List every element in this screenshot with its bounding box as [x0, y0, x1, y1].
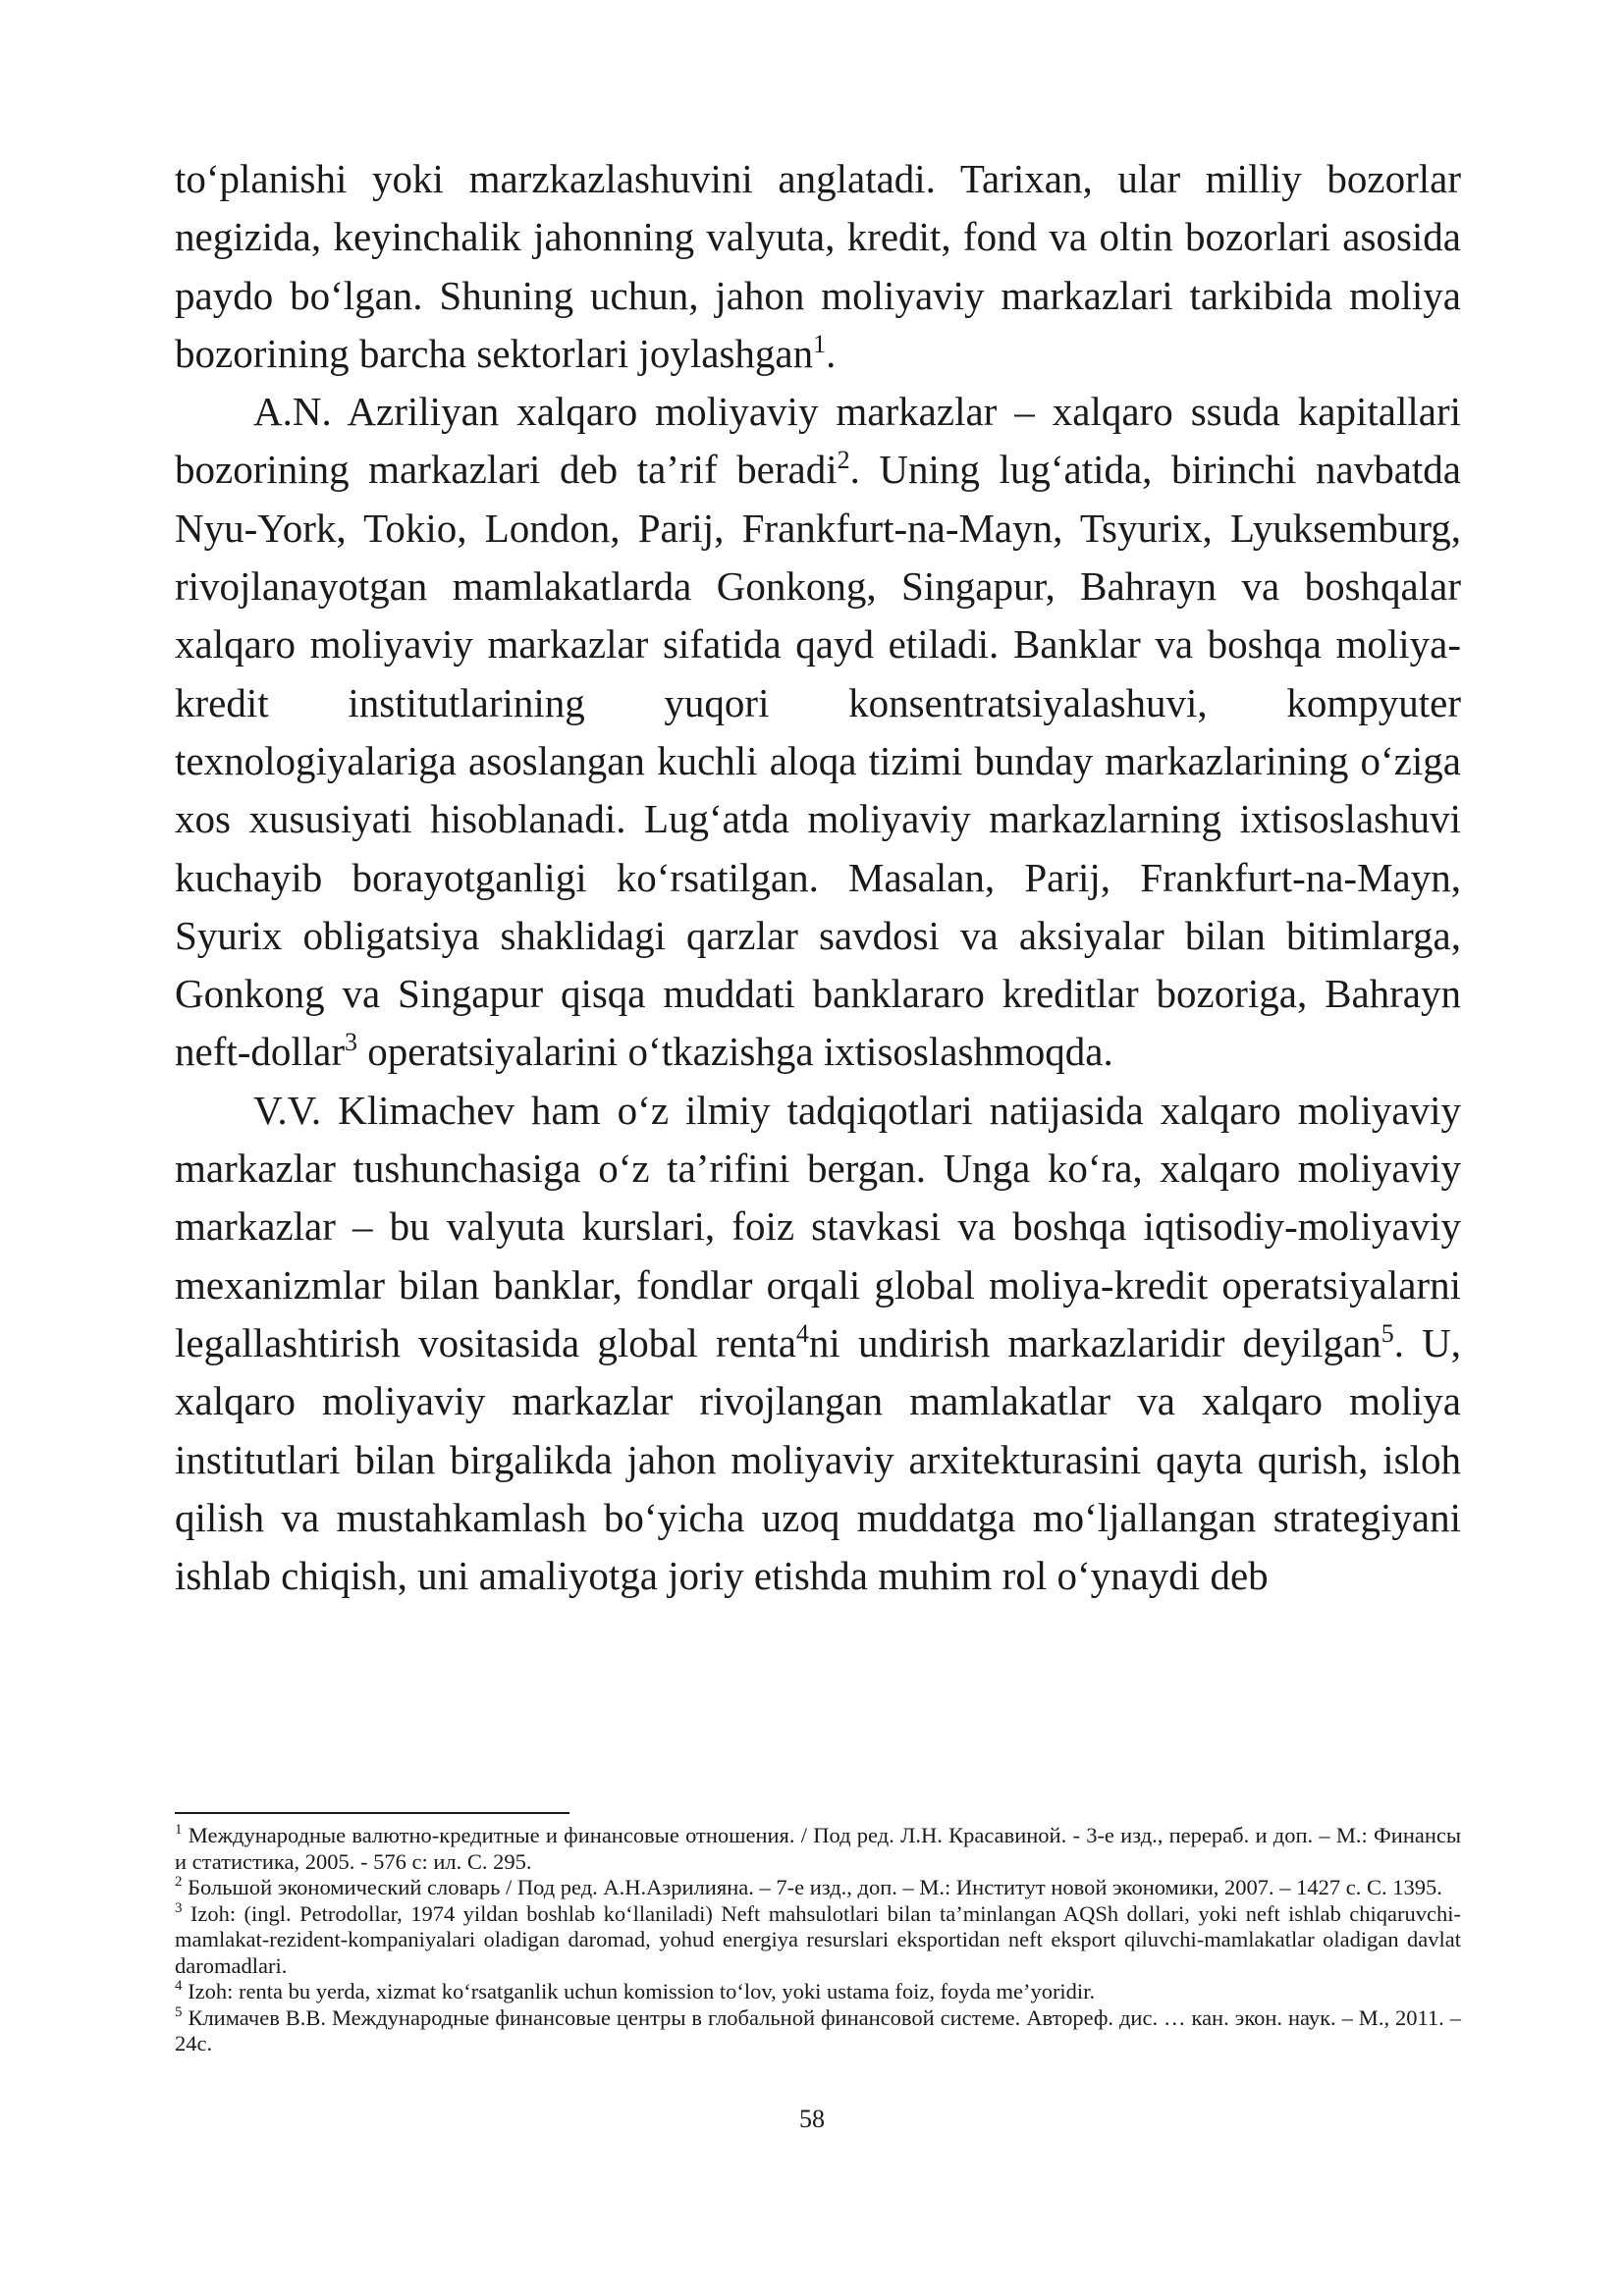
- footnote-text: Большой экономический словарь / Под ред. А.Н.Азрилияна. – 7-е изд., доп. – М.: Институт новой экономики, 2007. – 1427 с. С. 1395.: [182, 1875, 1442, 1899]
- text-run: . Uning lug‘atida, birinchi navbatda Nyu-York, Tokio, London, Parij, Frankfurt-na-Mayn, Tsyurix, Lyuksemburg, rivojlanayotgan mamlakatlarda Gonkong, Singapur, Bahrayn va boshqalar xalqaro moliyaviy markazlar sifatida qayd etiladi. Banklar va boshqa moliya-kredit institutlarining yuqori konsentratsiyalashuvi, kompyuter texnologiyalariga asoslangan kuchli aloqa tizimi bunday markazlarining o‘ziga xos xususiyati hisoblanadi. Lug‘atda moliyaviy markazlarning ixtisoslashuvi kuchayib borayotganligi ko‘rsatilgan. Masalan, Parij, Frankfurt-na-Mayn, Syurix obligatsiya shaklidagi qarzlar savdosi va aksiyalar bilan bitimlarga, Gonkong va Singapur qisqa muddati banklararo kreditlar bozoriga, Bahrayn neft-dollar: [175, 447, 1461, 1075]
- text-run: ni undirish markazlaridir deyilgan: [808, 1319, 1381, 1365]
- page-number: 58: [799, 2105, 825, 2133]
- footnote-number: 4: [175, 1978, 183, 1994]
- footnote-number: 1: [175, 1822, 183, 1838]
- text-run: A.N. Azriliyan xalqaro moliyaviy markazlar – xalqaro ssuda kapitallari bozorining markazlari deb ta’rif beradi: [175, 389, 1461, 493]
- footnote-number: 3: [175, 1899, 183, 1916]
- footnote-reference-3: 3: [345, 1028, 358, 1057]
- footnote-reference-1: 1: [813, 329, 827, 358]
- text-run: V.V. Klimachev ham o‘z ilmiy tadqiqotlari natijasida xalqaro moliyaviy markazlar tushunchasiga o‘z ta’rifini bergan. Unga ko‘ra, xalqaro moliyaviy markazlar – bu valyuta kurslari, foiz stavkasi va boshqa iqtisodiy-moliyaviy mexanizmlar bilan banklar, fondlar orqali global moliya-kredit operatsiyalarni legallashtirish vositasida global renta: [175, 1087, 1461, 1365]
- footnote-number: 5: [175, 2003, 183, 2020]
- footnote-1: [175, 1823, 1461, 1875]
- text-run: .: [826, 330, 837, 376]
- paragraph-2: [175, 383, 1461, 1082]
- footnote-4: [175, 1979, 1461, 2005]
- footnote-text: Izoh: renta bu yerda, xizmat ko‘rsatganlik uchun komission to‘lov, yoki ustama foiz, foyda me’yoridir.: [182, 1979, 1096, 2003]
- footnote-separator: [175, 1812, 569, 1814]
- footnote-text: Международные валютно-кредитные и финансовые отношения. / Под ред. Л.Н. Красавиной. - 3-е изд., перераб. и доп. – М.: Финансы и статистика, 2005. - 576 с: ил. С. 295.: [175, 1823, 1461, 1874]
- footnote-3: [175, 1901, 1461, 1980]
- footnote-reference-5: 5: [1380, 1318, 1394, 1348]
- footnote-text: Izoh: (ingl. Petrodollar, 1974 yildan boshlab ko‘llaniladi) Neft mahsulotlari bilan ta’minlangan AQSh dollari, yoki neft ishlab chiqaruvchi-mamlakat-rezident-kompaniyalari oladigan daromad, yohud energiya resurslari eksportidan neft eksport qiluvchi-mamlakatlar oladigan davlat daromadlari.: [175, 1900, 1461, 1978]
- text-run: to‘planishi yoki marzkazlashuvini anglatadi. Tarixan, ular milliy bozorlar negizida, keyinchalik jahonning valyuta, kredit, fond va oltin bozorlari asosida paydo bo‘lgan. Shuning uchun, jahon moliyaviy markazlari tarkibida moliya bozorining barcha sektorlari joylashgan: [175, 156, 1461, 376]
- footnote-reference-4: 4: [795, 1318, 809, 1348]
- footnote-number: 2: [175, 1874, 183, 1890]
- footnotes: [175, 1823, 1461, 2057]
- main-text: [175, 150, 1461, 1605]
- paragraph-1: [175, 150, 1461, 383]
- footnote-5: [175, 2005, 1461, 2057]
- footnote-reference-2: 2: [837, 446, 850, 475]
- footnote-text: Климачев В.В. Международные финансовые центры в глобальной финансовой системе. Автореф. дис. … кан. экон. наук. – М., 2011. – 24с.: [175, 2004, 1461, 2056]
- text-run: operatsiyalarini o‘tkazishga ixtisoslashmoqda.: [357, 1029, 1113, 1075]
- footnote-2: [175, 1875, 1461, 1901]
- text-run: . U, xalqaro moliyaviy markazlar rivojlangan mamlakatlar va xalqaro moliya institutlari bilan birgalikda jahon moliyaviy arxitekturasini qayta qurish, isloh qilish va mustahkamlash bo‘yicha uzoq muddatga mo‘ljallangan strategiyani ishlab chiqish, uni amaliyotga joriy etishda muhim rol o‘ynaydi deb: [175, 1319, 1461, 1599]
- paragraph-3: [175, 1082, 1461, 1606]
